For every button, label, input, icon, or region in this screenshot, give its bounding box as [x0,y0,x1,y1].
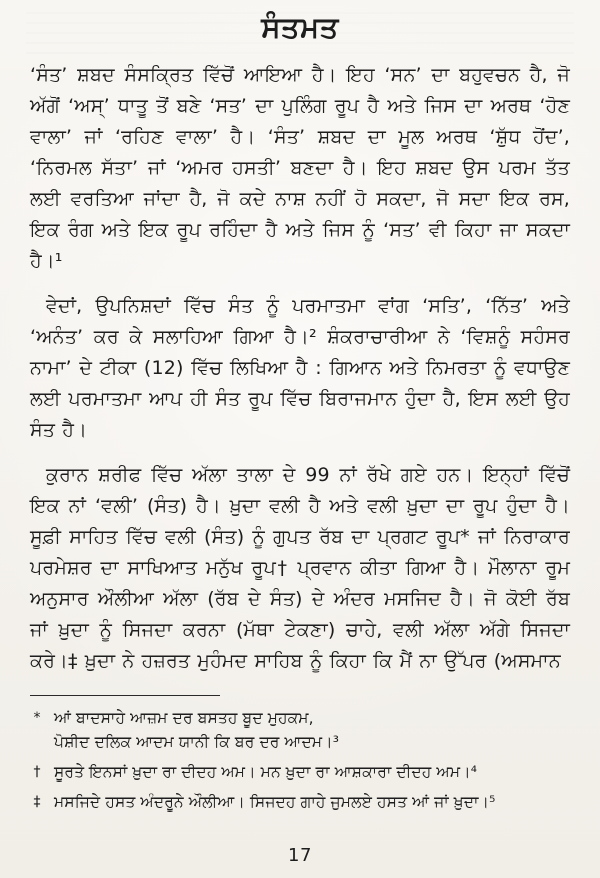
footnote-item [30,706,570,754]
page-number: 17 [288,845,312,866]
paragraph-1: ‘ਸੰਤ’ ਸ਼ਬਦ ਸੰਸਕ੍ਰਿਤ ਵਿੱਚੋਂ ਆਇਆ ਹੈ। ਇਹ ‘ਸਨ’ ਦਾ ਬਹੁਵਚਨ ਹੈ, ਜੋ ਅੱਗੋਂ ‘ਅਸ੍’ ਧਾਤੂ ਤੋਂ ਬਣੇ ‘ਸਤ’ ਦਾ ਪੁਲਿੰਗ ਰੂਪ ਹੈ ਅਤੇ ਜਿਸ ਦਾ ਅਰਥ ‘ਹੋਣ ਵਾਲਾ’ ਜਾਂ ‘ਰਹਿਣ ਵਾਲਾ’ ਹੈ। ‘ਸੰਤ’ ਸ਼ਬਦ ਦਾ ਮੂਲ ਅਰਥ ‘ਸ਼ੁੱਧ ਹੋਂਦ’, ‘ਨਿਰਮਲ ਸੱਤਾ’ ਜਾਂ ‘ਅਮਰ ਹਸਤੀ’ ਬਣਦਾ ਹੈ। ਇਹ ਸ਼ਬਦ ਉਸ ਪਰਮ ਤੱਤ ਲਈ ਵਰਤਿਆ ਜਾਂਦਾ ਹੈ, ਜੋ ਕਦੇ ਨਾਸ਼ ਨਹੀਂ ਹੋ ਸਕਦਾ, ਜੋ ਸਦਾ ਇਕ ਰਸ, ਇਕ ਰੰਗ ਅਤੇ ਇਕ ਰੂਪ ਰਹਿੰਦਾ ਹੈ ਅਤੇ ਜਿਸ ਨੂੰ ‘ਸਤ’ ਵੀ ਕਿਹਾ ਜਾ ਸਕਦਾ ਹੈ।¹ [30,64,570,273]
page-title: ਸੰਤਮਤ [261,10,339,44]
footnote-marker-double-dagger: ‡ [33,794,41,811]
footnote-item [30,790,570,814]
footnote-item [30,760,570,784]
footnote-text: ਸੂਰਤੇ ਇਨਸਾਂ ਖ਼ੁਦਾ ਰਾ ਦੀਦਹ ਅਮ। ਮਨ ਖ਼ੁਦਾ ਰਾ ਆਸ਼ਕਾਰਾ ਦੀਦਹ ਅਮ।⁴ [54,763,478,782]
paragraph-3: ਕੁਰਾਨ ਸ਼ਰੀਫ ਵਿੱਚ ਅੱਲਾ ਤਾਲਾ ਦੇ 99 ਨਾਂ ਰੱਖੇ ਗਏ ਹਨ। ਇਨ੍ਹਾਂ ਵਿੱਚੋਂ ਇਕ ਨਾਂ ‘ਵਲੀ’ (ਸੰਤ) ਹੈ। ਖ਼ੁਦਾ ਵਲੀ ਹੈ ਅਤੇ ਵਲੀ ਖ਼ੁਦਾ ਦਾ ਰੂਪ ਹੁੰਦਾ ਹੈ। ਸੂਫ਼ੀ ਸਾਹਿਤ ਵਿੱਚ ਵਲੀ (ਸੰਤ) ਨੂੰ ਗੁਪਤ ਰੱਬ ਦਾ ਪ੍ਰਗਟ ਰੂਪ* ਜਾਂ ਨਿਰਾਕਾਰ ਪਰਮੇਸ਼ਰ ਦਾ ਸਾਖਿਆਤ ਮਨੁੱਖ ਰੂਪ† ਪ੍ਰਵਾਨ ਕੀਤਾ ਗਿਆ ਹੈ। ਮੌਲਾਨਾ ਰੂਮ ਅਨੁਸਾਰ ਔਲੀਆ ਅੱਲਾ (ਰੱਬ ਦੇ ਸੰਤ) ਦੇ ਅੰਦਰ ਮਸਜਿਦ ਹੈ। ਜੋ ਕੋਈ ਰੱਬ ਜਾਂ ਖ਼ੁਦਾ ਨੂੰ ਸਿਜਦਾ ਕਰਨਾ (ਮੱਥਾ ਟੇਕਣਾ) ਚਾਹੇ, ਵਲੀ ਅੱਲਾ ਅੱਗੇ ਸਿਜਦਾ ਕਰੇ।‡ ਖ਼ੁਦਾ ਨੇ ਹਜ਼ਰਤ ਮੁਹੰਮਦ ਸਾਹਿਬ ਨੂੰ ਕਿਹਾ ਕਿ ਮੈਂ ਨਾ ਉੱਪਰ (ਅਸਮਾਨ [30,464,570,673]
page-content [30,12,570,868]
paragraph-2: ਵੇਦਾਂ, ਉਪਨਿਸ਼ਦਾਂ ਵਿੱਚ ਸੰਤ ਨੂੰ ਪਰਮਾਤਮਾ ਵਾਂਗ ‘ਸਤਿ’, ‘ਨਿੱਤ’ ਅਤੇ ‘ਅਨੰਤ’ ਕਰ ਕੇ ਸਲਾਹਿਆ ਗਿਆ ਹੈ।² ਸ਼ੰਕਰਾਚਾਰੀਆ ਨੇ ‘ਵਿਸ਼ਨੂੰ ਸਹੰਸਰ ਨਾਮਾ’ ਦੇ ਟੀਕਾ (12) ਵਿੱਚ ਲਿਖਿਆ ਹੈ : ਗਿਆਨ ਅਤੇ ਨਿਮਰਤਾ ਨੂੰ ਵਧਾਉਣ ਲਈ ਪਰਮਾਤਮਾ ਆਪ ਹੀ ਸੰਤ ਰੂਪ ਵਿੱਚ ਬਿਰਾਜਮਾਨ ਹੁੰਦਾ ਹੈ, ਇਸ ਲਈ ਉਹ ਸੰਤ ਹੈ। [30,295,570,442]
footnote-text: ਮਸਜਿਦੇ ਹਸਤ ਅੰਦਰੂਨੇ ਔਲੀਆ। ਸਿਜਦਹ ਗਾਹੇ ਜੁਮਲਏ ਹਸਤ ਆਂ ਜਾਂ ਖ਼ੁਦਾ।⁵ [54,793,496,812]
footnote-text: ਆਂ ਬਾਦਸਾਹੇ ਆਜ਼ਮ ਦਰ ਬਸਤਹ ਬੂਦ ਮੁਹਕਮ, ਪੋਸ਼ੀਦ ਦਲਿਕ ਆਦਮ ਯਾਨੀ ਕਿ ਬਰ ਦਰ ਆਦਮ।³ [54,709,340,752]
footnotes [30,706,570,814]
footnote-marker-star: * [33,710,41,727]
footnote-divider [30,695,220,696]
footnote-marker-dagger: † [33,764,41,781]
